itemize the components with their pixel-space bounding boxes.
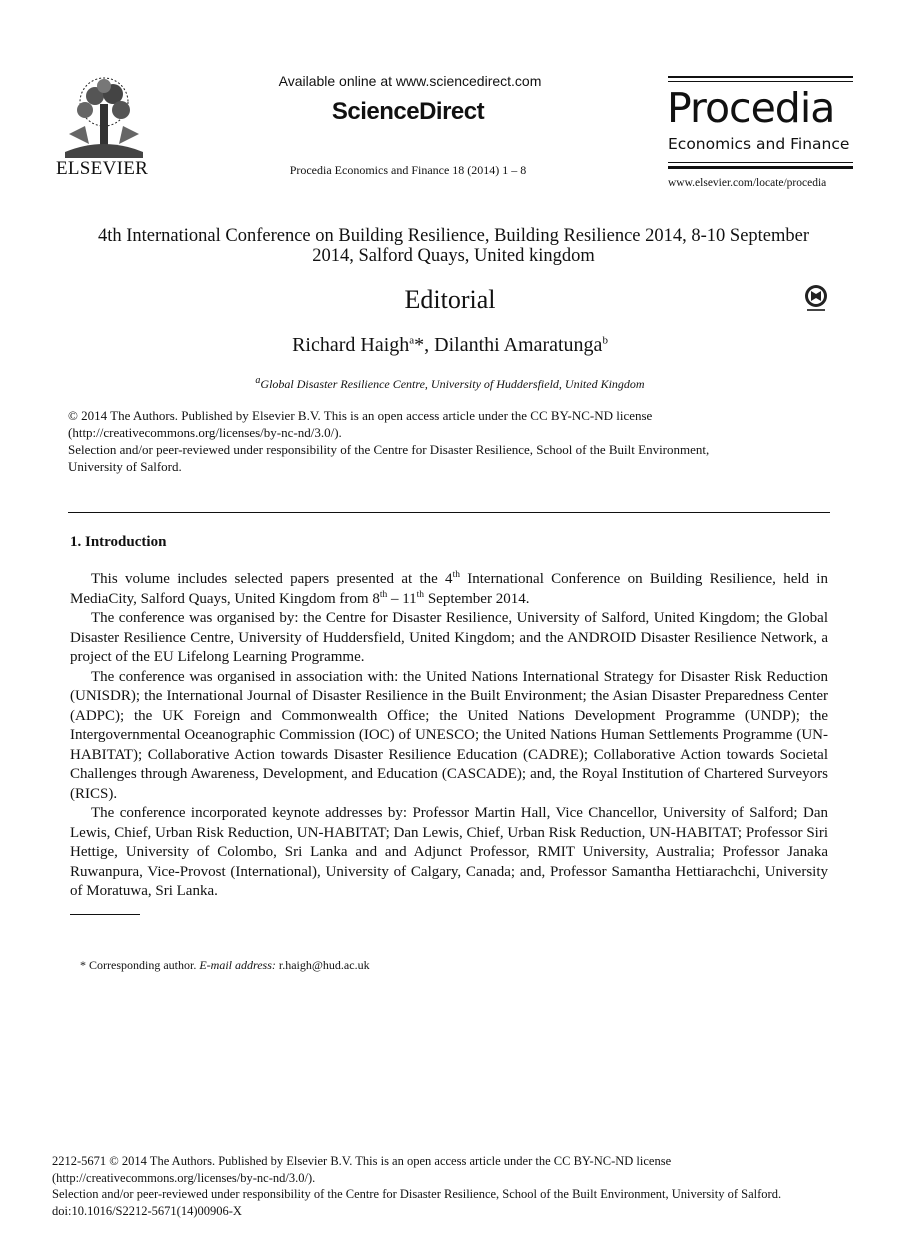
author-separator: ,: [424, 334, 435, 356]
footnote-marker: * Corresponding author.: [80, 958, 200, 972]
journal-citation: Procedia Economics and Finance 18 (2014) 1 – 8: [289, 163, 527, 177]
text-run: This volume includes selected papers presented at the 4: [91, 571, 453, 587]
section-heading: 1. Introduction: [70, 534, 167, 550]
conference-line-2: 2014, Salford Quays, United kingdom: [312, 246, 595, 266]
procedia-rule: [668, 76, 853, 78]
ordinal-sup: th: [416, 589, 425, 600]
conference-line: [40, 226, 867, 266]
conference-line-1: 4th International Conference on Building Resilience, Building Resilience 2014, 8-10 September: [97, 226, 810, 246]
author-name: Dilanthi Amaratunga: [434, 334, 603, 356]
bottom-license-block: [52, 1153, 852, 1219]
ordinal-sup: th: [379, 589, 388, 600]
procedia-subtitle: Economics and Finance: [668, 135, 850, 153]
procedia-title: Procedia: [667, 84, 835, 132]
responsibility-line: Selection and/or peer-reviewed under responsibility of the Centre for Disaster Resilience, School of the Built Environment, University of Salford.: [52, 1187, 782, 1201]
elsevier-wordmark: ELSEVIER: [56, 158, 149, 179]
affiliation: [0, 375, 900, 392]
crossmark-icon[interactable]: [802, 284, 830, 314]
sciencedirect-logo: ScienceDirect: [331, 98, 485, 125]
text-run: International Conference on Building Resilience, held in MediaCity, Salford Quays, United Kingdom from 8: [70, 571, 828, 607]
text-run: – 11: [387, 590, 417, 607]
paragraph: The conference was organised in association with: the United Nations International Strategy for Disaster Risk Reduction (UNISDR); the International Journal of Disaster Resilience in the Built Environment; the Asian Disaster Preparedness Center (ADPC); the UK Foreign and Commonwealth Office; the United Nations Development Programme (UNDP); the Intergovernmental Oceanographic Commission (IOC) of UNESCO; the United Nations Human Settlements Programme (UN-HABITAT); Collaborative Action towards Disaster Resilience Education (CADRE); Collaborative Action towards Societal Challenges through Awareness, Development, and Education (CASCADE); and, the Royal Institution of Chartered Surveyors (RICS).: [70, 668, 828, 802]
affiliation-marker: a: [409, 334, 415, 347]
author-name: Richard Haigh: [292, 334, 410, 356]
doi-link[interactable]: doi:10.1016/S2212-5671(14)00906-X: [52, 1203, 242, 1218]
paragraph: [70, 570, 828, 609]
license-link[interactable]: (http://creativecommons.org/licenses/by-nc-nd/3.0/).: [52, 1170, 316, 1185]
email-label: E-mail address:: [199, 958, 276, 972]
header-divider: [68, 512, 830, 513]
text-run: September 2014.: [424, 590, 530, 607]
available-online-text: Available online at www.sciencedirect.com: [278, 73, 542, 89]
footnote-divider: [70, 914, 140, 915]
procedia-rule: [668, 162, 853, 163]
affiliation-marker: a: [255, 375, 261, 386]
copyright-line: Selection and/or peer-reviewed under responsibility of the Centre for Disaster Resilience, School of the Built Environment,: [68, 442, 710, 457]
issn-line: 2212-5671 © 2014 The Authors. Published by Elsevier B.V. This is an open access article under the CC BY-NC-ND license: [52, 1154, 672, 1168]
author-list: [0, 334, 900, 357]
copyright-line: © 2014 The Authors. Published by Elsevier B.V. This is an open access article under the CC BY-NC-ND license: [68, 408, 653, 423]
paragraph: The conference incorporated keynote addresses by: Professor Martin Hall, Vice Chancellor, University of Salford; Dan Lewis, Chief, Urban Risk Reduction, UN-HABITAT; Dan Lewis, Chief, Urban Risk Reduction, UN-HABITAT; Professor Siri Hettige, University of Colombo, Sri Lanka and and Adjunct Professor, RMIT University, Australia; Professor Janaka Ruwanpura, Vice-Provost (International), University of Calgary, Canada; and, Professor Samantha Hettiarachchi, University of Moratuwa, Sri Lanka.: [70, 805, 828, 899]
copyright-line: University of Salford.: [68, 459, 182, 474]
procedia-url-link[interactable]: www.elsevier.com/locate/procedia: [668, 177, 827, 189]
license-link[interactable]: (http://creativecommons.org/licenses/by-nc-nd/3.0/).: [68, 425, 342, 440]
paragraph: The conference was organised by: the Centre for Disaster Resilience, University of Salford, United Kingdom; the Global Disaster Resilience Centre, University of Huddersfield, United Kingdom; and the ANDROID Disaster Resilience Network, a project of the EU Lifelong Learning Programme.: [70, 610, 828, 665]
article-title: Editorial: [404, 285, 496, 314]
procedia-rule: [668, 81, 853, 82]
affiliation-text: Global Disaster Resilience Centre, University of Huddersfield, United Kingdom: [260, 377, 645, 391]
corresponding-marker: *: [414, 334, 425, 356]
ordinal-sup: th: [452, 570, 460, 580]
copyright-block: [68, 407, 828, 475]
body-text: [70, 570, 828, 902]
email-link[interactable]: r.haigh@hud.ac.uk: [275, 958, 370, 972]
affiliation-marker: b: [602, 334, 608, 347]
procedia-rule: [668, 166, 853, 169]
footnote: [80, 958, 370, 973]
